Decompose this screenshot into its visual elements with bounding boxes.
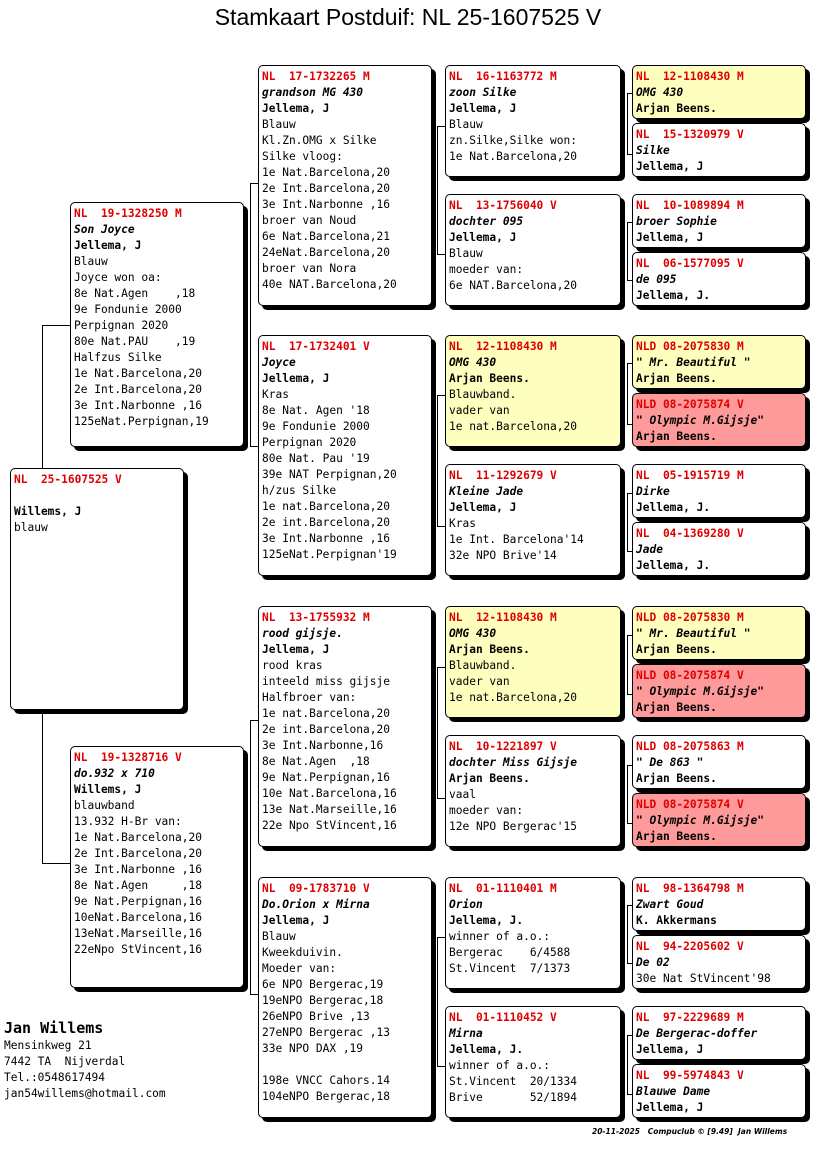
pigeon-name: " Mr. Beautiful " <box>636 627 751 640</box>
breeder-name: Jellema, J <box>449 501 517 514</box>
pigeon-name: " Olympic M.Gijsje" <box>636 685 764 698</box>
breeder-name: Jellema, J <box>262 102 330 115</box>
breeder-name: Jellema, J <box>74 239 142 252</box>
pigeon-name: de 095 <box>636 273 677 286</box>
pigeon-card-main[interactable] <box>10 468 184 710</box>
pigeon-name: OMG 430 <box>449 356 497 369</box>
info-line: Blauw <box>262 118 296 131</box>
info-line: zn.Silke,Silke won: <box>449 134 577 147</box>
info-line: 2e Int.Barcelona,20 <box>262 182 390 195</box>
ring-number: NLD 08-2075830 M <box>636 611 744 624</box>
pigeon-card-a13[interactable] <box>632 877 806 931</box>
connector <box>42 713 71 864</box>
info-line: 26eNPO Brive ,13 <box>262 1010 370 1023</box>
info-line: Brive 52/1894 <box>449 1091 577 1104</box>
info-line: 9e Nat.Perpignan,16 <box>74 895 202 908</box>
info-line: 125eNat.Perpignan'19 <box>262 548 397 561</box>
info-line: Perpignan 2020 <box>262 436 357 449</box>
info-line: 1e nat.Barcelona,20 <box>262 500 390 513</box>
ring-number: NL 94-2205602 V <box>636 940 744 953</box>
ring-number: NL 17-1732401 V <box>262 340 370 353</box>
info-line: 1e nat.Barcelona,20 <box>449 420 577 433</box>
breeder-name: Jellema, J. <box>449 1043 524 1056</box>
breeder-name: Arjan Beens. <box>636 701 717 714</box>
owner-name: Jan Willems <box>4 1019 104 1037</box>
info-line: 3e Int.Narbonne ,16 <box>74 863 202 876</box>
breeder-name: Jellema, J. <box>636 559 711 572</box>
breeder-name: Jellema, J <box>262 643 330 656</box>
info-line: vader van <box>449 404 510 417</box>
ring-number: NL 15-1320979 V <box>636 128 744 141</box>
breeder-name: Jellema, J <box>636 231 704 244</box>
info-line: 12e NPO Bergerac'15 <box>449 820 577 833</box>
breeder-name: Arjan Beens. <box>636 830 717 843</box>
info-line: blauw <box>14 521 48 534</box>
info-line: Bergerac 6/4588 <box>449 946 571 959</box>
pigeon-card-a9[interactable] <box>632 606 806 660</box>
info-line: 1e Nat.Barcelona,20 <box>74 367 202 380</box>
ring-number: NL 04-1369280 V <box>636 527 744 540</box>
pigeon-name: " Mr. Beautiful " <box>636 356 751 369</box>
pigeon-card-gp1[interactable] <box>258 65 432 306</box>
info-line: 13.932 H-Br van: <box>74 815 182 828</box>
ring-number: NL 12-1108430 M <box>636 70 744 83</box>
ring-number: NL 25-1607525 V <box>14 473 122 486</box>
info-line: Blauw <box>449 118 483 131</box>
info-line: St.Vincent 20/1334 <box>449 1075 577 1088</box>
ring-number: NL 97-2229689 M <box>636 1011 744 1024</box>
breeder-name: Arjan Beens. <box>449 772 530 785</box>
info-line: 80e Nat. Pau '19 <box>262 452 370 465</box>
pigeon-card-ggp3[interactable] <box>445 335 621 447</box>
ring-number: NL 01-1110401 M <box>449 882 557 895</box>
info-line: 2e int.Barcelona,20 <box>262 723 390 736</box>
info-line: moeder van: <box>449 263 524 276</box>
info-line: Kweekduivin. <box>262 946 343 959</box>
info-line: vaal <box>449 788 476 801</box>
info-line: 13eNat.Marseille,16 <box>74 927 202 940</box>
ring-number: NL 12-1108430 M <box>449 611 557 624</box>
info-line: Kras <box>262 388 289 401</box>
pigeon-name: Do.Orion x Mirna <box>262 898 370 911</box>
info-line: 24eNat.Barcelona,20 <box>262 246 390 259</box>
breeder-name: Arjan Beens. <box>636 372 717 385</box>
info-line: 9e Nat.Perpignan,16 <box>262 771 390 784</box>
owner-city: 7442 TA Nijverdal <box>4 1055 126 1068</box>
pigeon-name: De 02 <box>636 956 670 969</box>
pigeon-card-a4[interactable] <box>632 252 806 306</box>
info-line: 1e nat.Barcelona,20 <box>449 691 577 704</box>
info-line: 8e Nat.Agen ,18 <box>74 287 196 300</box>
info-line: 2e Int.Barcelona,20 <box>74 383 202 396</box>
breeder-name: Arjan Beens. <box>636 772 717 785</box>
pigeon-card-gp2[interactable] <box>258 335 432 576</box>
pigeon-card-a7[interactable] <box>632 464 806 518</box>
info-line: moeder van: <box>449 804 524 817</box>
pigeon-card-sire[interactable] <box>70 202 244 447</box>
pigeon-name: Joyce <box>262 356 296 369</box>
ring-number: NL 10-1089894 M <box>636 199 744 212</box>
info-line: 1e Int. Barcelona'14 <box>449 533 584 546</box>
info-line: 104eNPO Bergerac,18 <box>262 1090 390 1103</box>
ring-number: NL 98-1364798 M <box>636 882 744 895</box>
info-line: 125eNat.Perpignan,19 <box>74 415 209 428</box>
info-line: 2e int.Barcelona,20 <box>262 516 390 529</box>
breeder-name: Willems, J <box>74 783 142 796</box>
ring-number: NL 06-1577095 V <box>636 257 744 270</box>
pigeon-name: zoon Silke <box>449 86 517 99</box>
ring-number: NL 19-1328250 M <box>74 207 182 220</box>
pigeon-name: grandson MG 430 <box>262 86 364 99</box>
pigeon-card-ggp1[interactable] <box>445 65 621 177</box>
footer-credit: 20-11-2025 Compuclub © [9.49] Jan Willems <box>592 1127 788 1136</box>
breeder-name: Jellema, J <box>449 102 517 115</box>
info-line: 9e Fondunie 2000 <box>262 420 370 433</box>
info-line: Perpignan 2020 <box>74 319 169 332</box>
info-line: 3e Int.Narbonne ,16 <box>262 532 390 545</box>
breeder-name: Jellema, J. <box>449 914 524 927</box>
pigeon-card-gp4[interactable] <box>258 877 432 1118</box>
info-line: Blauw <box>262 930 296 943</box>
pigeon-card-a14[interactable] <box>632 935 806 989</box>
pigeon-name: broer Sophie <box>636 215 717 228</box>
ring-number: NL 16-1163772 M <box>449 70 557 83</box>
info-line: 27eNPO Bergerac ,13 <box>262 1026 390 1039</box>
info-line: 3e Int.Narbonne ,16 <box>262 198 390 211</box>
info-line: 22eNpo StVincent,16 <box>74 943 202 956</box>
pigeon-name: " De 863 " <box>636 756 704 769</box>
info-line: broer van Noud <box>262 214 357 227</box>
pigeon-card-a16[interactable] <box>632 1064 806 1118</box>
pigeon-name: dochter Miss Gijsje <box>449 756 577 769</box>
pigeon-name: Blauwe Dame <box>636 1085 711 1098</box>
breeder-name: Jellema, J. <box>636 289 711 302</box>
info-line: 22e Npo StVincent,16 <box>262 819 397 832</box>
pigeon-name: do.932 x 710 <box>74 767 155 780</box>
ring-number: NL 17-1732265 M <box>262 70 370 83</box>
info-line: 40e NAT.Barcelona,20 <box>262 278 397 291</box>
ring-number: NLD 08-2075863 M <box>636 740 744 753</box>
info-line: St.Vincent 7/1373 <box>449 962 571 975</box>
info-line: 3e Int.Narbonne,16 <box>262 739 384 752</box>
info-line: 32e NPO Brive'14 <box>449 549 557 562</box>
pigeon-card-ggp2[interactable] <box>445 194 621 306</box>
info-line: 3e Int.Narbonne ,16 <box>74 399 202 412</box>
breeder-name: Jellema, J <box>262 914 330 927</box>
info-line: 80e Nat.PAU ,19 <box>74 335 196 348</box>
pigeon-card-a12[interactable] <box>632 793 806 847</box>
breeder-name: Arjan Beens. <box>636 430 717 443</box>
info-line: rood kras <box>262 659 323 672</box>
ring-number: NL 10-1221897 V <box>449 740 557 753</box>
connector <box>42 325 71 469</box>
info-line: 6e Nat.Barcelona,21 <box>262 230 390 243</box>
ring-number: NLD 08-2075874 V <box>636 669 744 682</box>
info-line: Halfzus Silke <box>74 351 162 364</box>
breeder-name: Arjan Beens. <box>636 643 717 656</box>
info-line: 10e Nat.Barcelona,16 <box>262 787 397 800</box>
ring-number: NLD 08-2075874 V <box>636 398 744 411</box>
pigeon-name: Kleine Jade <box>449 485 524 498</box>
info-line: 8e Nat.Agen ,18 <box>262 755 370 768</box>
owner-email[interactable]: jan54willems@hotmail.com <box>4 1087 166 1100</box>
ring-number: NL 01-1110452 V <box>449 1011 557 1024</box>
info-line: 30e Nat StVincent'98 <box>636 972 771 985</box>
pigeon-card-ggp6[interactable] <box>445 735 621 847</box>
pigeon-card-ggp8[interactable] <box>445 1006 621 1118</box>
info-line: blauwband <box>74 799 135 812</box>
pigeon-card-gp3[interactable] <box>258 606 432 847</box>
pigeon-name: Orion <box>449 898 483 911</box>
ring-number: NL 99-5974843 V <box>636 1069 744 1082</box>
pigeon-name: Mirna <box>449 1027 483 1040</box>
breeder-name: Jellema, J <box>636 160 704 173</box>
pigeon-card-a8[interactable] <box>632 522 806 576</box>
breeder-name: Jellema, J <box>262 372 330 385</box>
pigeon-name: rood gijsje. <box>262 627 343 640</box>
pigeon-card-a10[interactable] <box>632 664 806 718</box>
pigeon-name: dochter 095 <box>449 215 524 228</box>
info-line: 13e Nat.Marseille,16 <box>262 803 397 816</box>
page-title: Stamkaart Postduif: NL 25-1607525 V <box>214 4 602 30</box>
ring-number: NL 19-1328716 V <box>74 751 182 764</box>
breeder-name: K. Akkermans <box>636 914 717 927</box>
info-line: vader van <box>449 675 510 688</box>
breeder-name: Willems, J <box>14 505 82 518</box>
info-line: winner of a.o.: <box>449 1059 551 1072</box>
info-line: 8e Nat. Agen '18 <box>262 404 370 417</box>
pigeon-name: De Bergerac-doffer <box>636 1027 758 1040</box>
pigeon-card-a11[interactable] <box>632 735 806 789</box>
pigeon-card-dam[interactable] <box>70 746 244 988</box>
info-line: Blauwband. <box>449 659 517 672</box>
breeder-name: Jellema, J <box>449 231 517 244</box>
pigeon-name: " Olympic M.Gijsje" <box>636 814 764 827</box>
breeder-name: Jellema, J. <box>636 501 711 514</box>
info-line: 19eNPO Bergerac,18 <box>262 994 384 1007</box>
info-line: winner of a.o.: <box>449 930 551 943</box>
pigeon-name: " Olympic M.Gijsje" <box>636 414 764 427</box>
pigeon-card-a2[interactable] <box>632 123 806 177</box>
pigeon-card-a3[interactable] <box>632 194 806 248</box>
pigeon-name: OMG 430 <box>636 86 684 99</box>
info-line: Silke vloog: <box>262 150 343 163</box>
pigeon-card-a6[interactable] <box>632 393 806 447</box>
owner-phone: Tel.:0548617494 <box>4 1071 106 1084</box>
pigeon-card-a1[interactable] <box>632 65 806 119</box>
pigeon-card-ggp4[interactable] <box>445 464 621 576</box>
info-line: 1e Nat.Barcelona,20 <box>449 150 577 163</box>
ring-number: NL 13-1756040 V <box>449 199 557 212</box>
pigeon-name: Jade <box>636 543 663 556</box>
info-line: Joyce won oa: <box>74 271 162 284</box>
ring-number: NL 05-1915719 M <box>636 469 744 482</box>
ring-number: NL 09-1783710 V <box>262 882 370 895</box>
breeder-name: Arjan Beens. <box>449 372 530 385</box>
info-line: 10eNat.Barcelona,16 <box>74 911 202 924</box>
info-line <box>262 1057 428 1073</box>
info-line: Halfbroer van: <box>262 691 357 704</box>
owner-address: Mensinkweg 21 <box>4 1039 92 1052</box>
info-line: inteeld miss gijsje <box>262 675 390 688</box>
info-line: Blauw <box>74 255 108 268</box>
pigeon-name: OMG 430 <box>449 627 497 640</box>
info-line: 2e Int.Barcelona,20 <box>74 847 202 860</box>
info-line: broer van Nora <box>262 262 357 275</box>
ring-number: NL 13-1755932 M <box>262 611 370 624</box>
info-line: Blauwband. <box>449 388 517 401</box>
breeder-name: Arjan Beens. <box>636 102 717 115</box>
info-line: 6e NAT.Barcelona,20 <box>449 279 577 292</box>
info-line: Blauw <box>449 247 483 260</box>
pigeon-name: Son Joyce <box>74 223 135 236</box>
ring-number: NL 12-1108430 M <box>449 340 557 353</box>
info-line: 8e Nat.Agen ,18 <box>74 879 202 892</box>
pigeon-name: Zwart Goud <box>636 898 704 911</box>
info-line: 39e NAT Perpignan,20 <box>262 468 397 481</box>
pigeon-card-ggp5[interactable] <box>445 606 621 718</box>
breeder-name: Jellema, J <box>636 1043 704 1056</box>
info-line: 198e VNCC Cahors.14 <box>262 1074 390 1087</box>
ring-number: NLD 08-2075874 V <box>636 798 744 811</box>
info-line: 6e NPO Bergerac,19 <box>262 978 384 991</box>
info-line: Kras <box>449 517 476 530</box>
info-line <box>14 488 180 504</box>
info-line: 9e Fondunie 2000 <box>74 303 182 316</box>
pigeon-card-ggp7[interactable] <box>445 877 621 989</box>
pigeon-name: Silke <box>636 144 670 157</box>
info-line: Kl.Zn.OMG x Silke <box>262 134 377 147</box>
info-line: 1e Nat.Barcelona,20 <box>262 166 390 179</box>
pigeon-name: Dirke <box>636 485 670 498</box>
pigeon-card-a15[interactable] <box>632 1006 806 1060</box>
info-line: 1e nat.Barcelona,20 <box>262 707 390 720</box>
info-line: 1e Nat.Barcelona,20 <box>74 831 202 844</box>
ring-number: NLD 08-2075830 M <box>636 340 744 353</box>
breeder-name: Jellema, J <box>636 1101 704 1114</box>
owner-info <box>4 1018 166 1102</box>
info-line: h/zus Silke <box>262 484 337 497</box>
info-line: Moeder van: <box>262 962 337 975</box>
breeder-name: Arjan Beens. <box>449 643 530 656</box>
info-line: 33e NPO DAX ,19 <box>262 1042 364 1055</box>
ring-number: NL 11-1292679 V <box>449 469 557 482</box>
pigeon-card-a5[interactable] <box>632 335 806 389</box>
